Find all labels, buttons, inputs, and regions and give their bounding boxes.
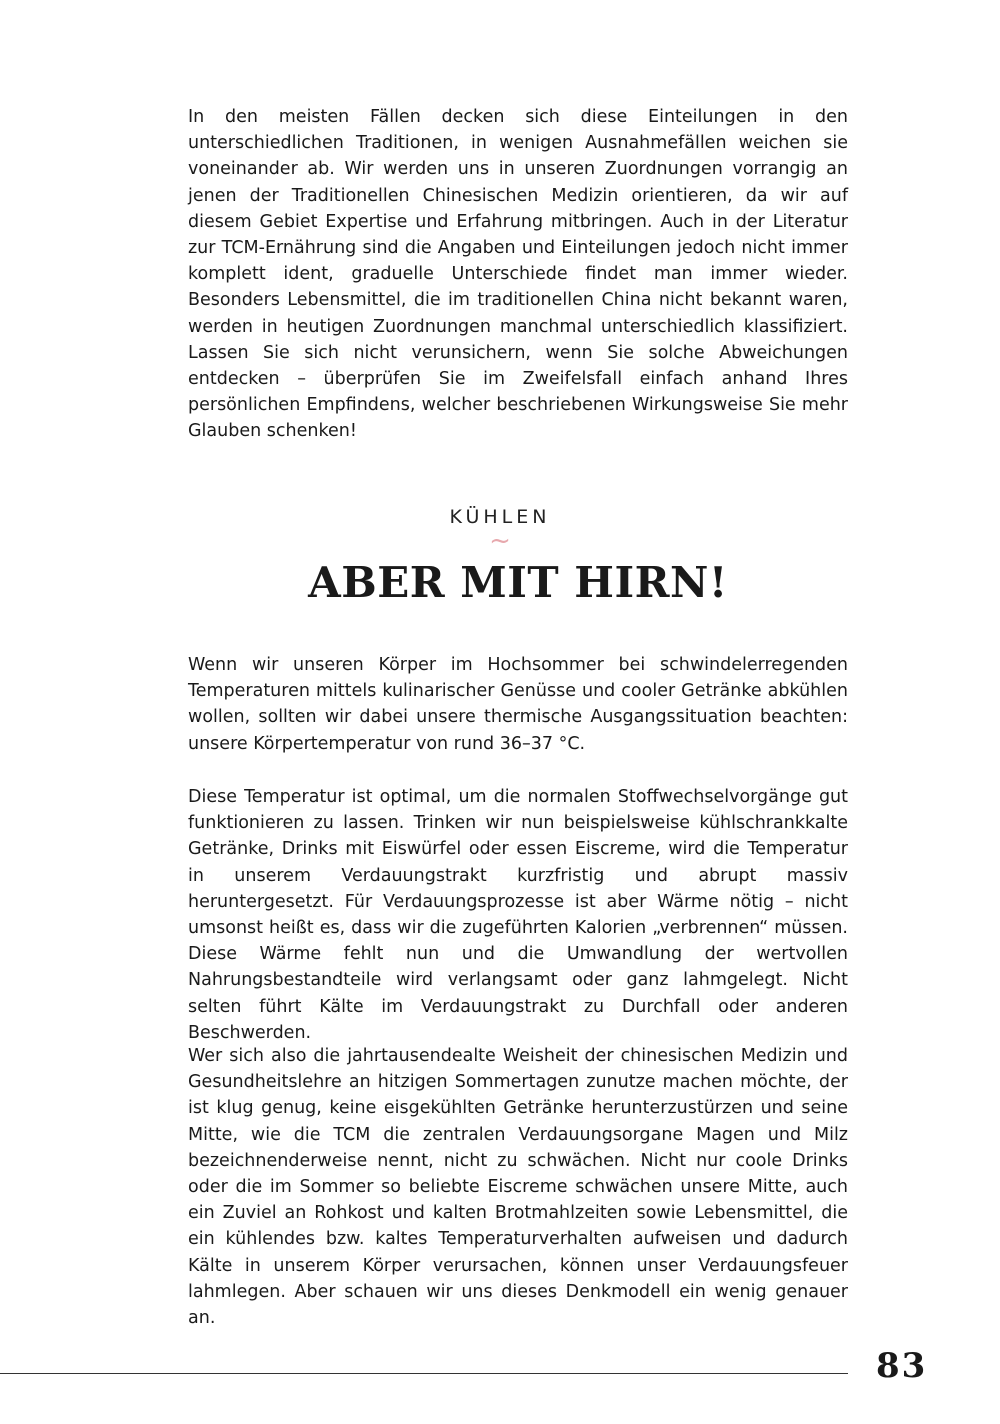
intro-paragraph: In den meisten Fällen decken sich diese Einteilungen in den unterschiedlichen Traditionen, in wenigen Ausnahmefällen weichen sie voneinander ab. Wir werden uns in unseren Zuordnungen vorrangig an jenen der Traditionellen Chinesischen Medizin orientieren, da wir auf diesem Gebiet Expertise und Erfahrung mitbringen. Auch in der Literatur zur TCM-Ernährung sind die Angaben und Einteilungen jedoch nicht immer komplett ident, graduelle Unterschiede findet man immer wieder. Besonders Lebensmittel, die im traditionellen China nicht bekannt waren, werden in heutigen Zuordnungen manchmal unterschiedlich klassifiziert. Lassen Sie sich nicht verunsichern, wenn Sie solche Abweichungen entdecken – überprüfen Sie im Zweifelsfall einfach anhand Ihres persönlichen Empfindens, welcher beschriebenen Wirkungsweise Sie mehr Glauben schenken! bbox=[188, 107, 848, 442]
body-paragraph-1: Wenn wir unseren Körper im Hochsommer bei schwindelerregenden Temperaturen mittels kulinarischer Genüsse und cooler Getränke abkühlen wollen, sollten wir dabei unsere thermische Ausgangssituation beachten: unsere Körpertemperatur von rund 36–37 °C. bbox=[188, 655, 848, 754]
body-paragraph-2: Diese Temperatur ist optimal, um die normalen Stoffwechselvorgänge gut funktionieren zu lassen. Trinken wir nun beispielsweise kühlschrankkalte Getränke, Drinks mit Eiswürfel oder essen Eiscreme, wird die Temperatur in unserem Verdauungstrakt kurzfristig und abrupt massiv heruntergesetzt. Für Verdauungsprozesse ist aber Wärme nötig – nicht umsonst heißt es, dass wir die zugeführten Kalorien „verbrennen“ müssen. Diese Wärme fehlt nun und die Umwandlung der wertvollen Nahrungsbestandteile wird verlangsamt oder ganz lahmgelegt. Nicht selten führt Kälte im Verdauungstrakt zu Durchfall oder anderen Beschwerden. bbox=[188, 787, 848, 1043]
body-paragraph-3: Wer sich also die jahrtausendealte Weisheit der chinesischen Medizin und Gesundheitslehre an hitzigen Sommertagen zunutze machen möchte, der ist klug genug, keine eisgekühlten Getränke herunterzustürzen und seine Mitte, wie die TCM die zentralen Verdauungsorgane Magen und Milz bezeichnenderweise nennt, nicht zu schwächen. Nicht nur coole Drinks oder die im Sommer so beliebte Eiscreme schwächen unsere Mitte, auch ein Zuviel an Rohkost und kalten Brotmahlzeiten sowie Lebensmittel, die ein kühlendes bzw. kaltes Temperaturverhalten aufweisen und dadurch Kälte in unserem Körper verursachen, können unser Verdauungsfeuer lahmlegen. Aber schauen wir uns dieses Denkmodell ein wenig genauer an. bbox=[188, 1046, 848, 1329]
section-kicker: KÜHLEN bbox=[449, 506, 551, 528]
footer-rule bbox=[0, 1373, 848, 1374]
tilde-ornament: ~ bbox=[489, 526, 511, 556]
section-title: ABER MIT HIRN! bbox=[308, 558, 728, 607]
page-number: 83 bbox=[876, 1346, 928, 1386]
